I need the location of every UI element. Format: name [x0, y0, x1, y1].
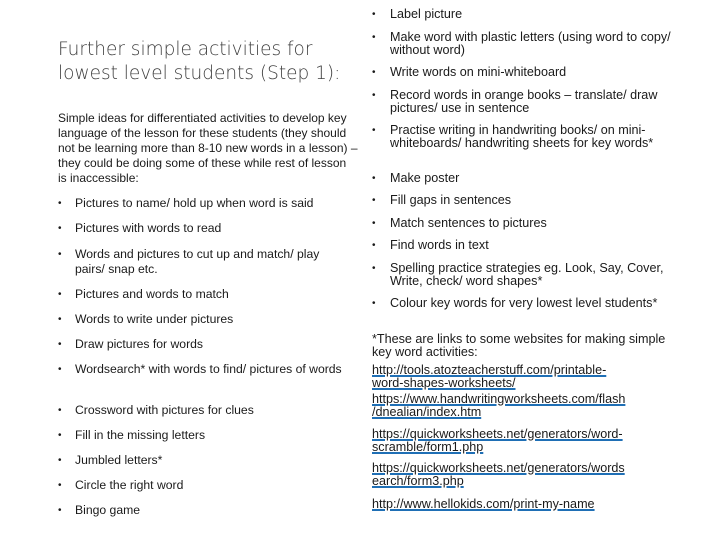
list-item — [372, 66, 672, 79]
list-item — [58, 503, 348, 518]
bullet-icon: • — [58, 505, 62, 516]
list-item-text: Spelling practice strategies eg. Look, Say, Cover, Write, check/ word shapes* — [390, 261, 664, 288]
list-item-text: Colour key words for very lowest level students* — [390, 296, 658, 310]
list-item — [58, 428, 348, 443]
list-item — [372, 124, 672, 150]
list-item — [58, 312, 348, 327]
link-line: https://www.handwritingworksheets.com/flash — [372, 392, 626, 406]
bullet-icon: • — [58, 314, 62, 325]
link-line: /dnealian/index.htm — [372, 405, 482, 419]
bullet-icon: • — [58, 249, 62, 260]
list-item — [372, 89, 672, 115]
list-item-text: Jumbled letters* — [75, 453, 163, 467]
list-item-text: Write words on mini-whiteboard — [390, 65, 567, 79]
link-line: earch/form3.php — [372, 474, 464, 488]
link-line: https://quickworksheets.net/generators/word- — [372, 427, 623, 441]
bullet-icon: • — [372, 9, 376, 20]
list-item-text: Circle the right word — [75, 478, 184, 492]
link-line: word-shapes-worksheets/ — [372, 376, 516, 390]
bullet-icon: • — [58, 480, 62, 491]
link-line: https://quickworksheets.net/generators/words — [372, 461, 625, 475]
list-item — [58, 453, 348, 468]
list-item-text: Match sentences to pictures — [390, 216, 547, 230]
link-line: http://tools.atozteacherstuff.com/printable- — [372, 363, 607, 377]
list-item-text: Make word with plastic letters (using word to copy/ without word) — [390, 30, 671, 57]
link-atozteacherstuff[interactable] — [372, 364, 694, 390]
list-item-text: Find words in text — [390, 238, 489, 252]
bullet-icon: • — [372, 240, 376, 251]
bullet-icon: • — [58, 289, 62, 300]
bullet-icon: • — [58, 430, 62, 441]
bullet-icon: • — [372, 195, 376, 206]
list-item — [372, 31, 672, 57]
list-item-text: Wordsearch* with words to find/ pictures of words — [75, 362, 342, 376]
bullet-icon: • — [372, 32, 376, 43]
list-item — [372, 239, 672, 252]
list-item — [58, 362, 348, 377]
bullet-icon: • — [58, 455, 62, 466]
bullet-icon: • — [58, 198, 62, 209]
list-item-text: Crossword with pictures for clues — [75, 403, 254, 417]
list-item-text: Pictures and words to match — [75, 287, 229, 301]
link-line: scramble/form1.php — [372, 440, 484, 454]
list-item — [58, 337, 348, 352]
list-item-text: Words to write under pictures — [75, 312, 234, 326]
list-item-text: Fill gaps in sentences — [390, 193, 512, 207]
links-intro: *These are links to some websites for making simple key word activities: — [372, 332, 666, 359]
bullet-icon: • — [58, 339, 62, 350]
list-item — [58, 247, 348, 277]
list-item-text: Fill in the missing letters — [75, 428, 206, 442]
link-handwritingworksheets[interactable] — [372, 393, 694, 419]
link-line: http://www.hellokids.com/print-my-name — [372, 497, 595, 511]
bullet-icon: • — [372, 173, 376, 184]
slide-title — [58, 38, 358, 86]
list-item — [58, 403, 348, 418]
list-item-text: Label picture — [390, 7, 463, 21]
list-item-text: Practise writing in handwriting books/ on mini-whiteboards/ handwriting sheets for key words* — [390, 123, 654, 150]
list-item — [372, 217, 672, 230]
bullet-icon: • — [58, 364, 62, 375]
list-item — [372, 194, 672, 207]
title-line-2: lowest level students (Step 1): — [58, 63, 341, 84]
bullet-icon: • — [372, 125, 376, 136]
bullet-icon: • — [372, 67, 376, 78]
list-item-text: Record words in orange books – translate/ draw pictures/ use in sentence — [390, 88, 658, 115]
list-item-text: Bingo game — [75, 503, 141, 517]
list-item — [372, 262, 672, 288]
link-quickworksheets-word-scramble[interactable] — [372, 428, 694, 454]
bullet-icon: • — [58, 223, 62, 234]
list-item — [58, 221, 348, 236]
bullet-icon: • — [372, 90, 376, 101]
bullet-icon: • — [372, 298, 376, 309]
link-hellokids[interactable] — [372, 498, 694, 511]
bullet-icon: • — [58, 405, 62, 416]
list-item — [58, 478, 348, 493]
list-item-text: Pictures to name/ hold up when word is said — [75, 196, 314, 210]
list-item — [372, 172, 672, 185]
list-item-text: Make poster — [390, 171, 460, 185]
list-item — [58, 287, 348, 302]
list-item — [58, 196, 348, 211]
bullet-icon: • — [372, 263, 376, 274]
intro-paragraph: Simple ideas for differentiated activities to develop key language of the lesson for these students (they should not be learning more than 8-10 new words in a lesson) – they could be doing some of these while rest of lesson is inaccessible: — [58, 111, 358, 185]
title-line-1: Further simple activities for — [58, 39, 313, 60]
list-item-text: Pictures with words to read — [75, 221, 222, 235]
list-item-text: Words and pictures to cut up and match/ play pairs/ snap etc. — [75, 247, 320, 276]
list-item — [372, 297, 672, 310]
bullet-icon: • — [372, 218, 376, 229]
list-item-text: Draw pictures for words — [75, 337, 204, 351]
list-item — [372, 8, 672, 21]
link-quickworksheets-wordsearch[interactable] — [372, 462, 694, 488]
